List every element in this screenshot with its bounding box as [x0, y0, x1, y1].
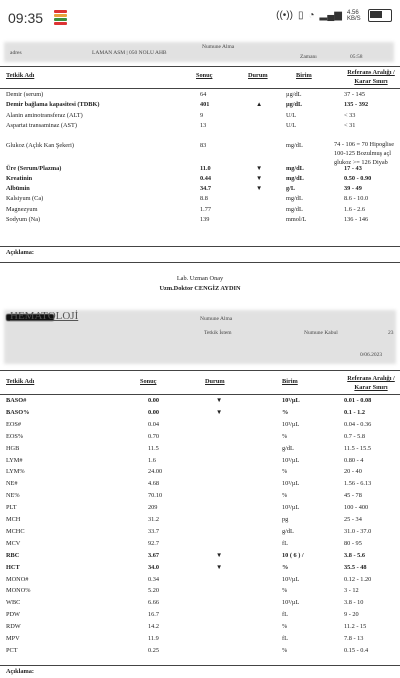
- table-row: [0, 516, 400, 526]
- status-bar: [0, 0, 400, 36]
- unit: mg/dL: [286, 205, 303, 213]
- header-accept-label: Numune Kabul: [304, 330, 338, 336]
- header-accept-value: 23: [388, 330, 394, 336]
- battery-icon: [368, 9, 392, 22]
- app-notification-icon: [54, 10, 67, 26]
- test-name: MCHC: [6, 527, 25, 535]
- status-flag: ▼: [256, 164, 263, 172]
- table-row: [0, 635, 400, 645]
- unit: %: [282, 646, 288, 654]
- result-value: 31.2: [148, 516, 160, 523]
- col-test-name: Tetkik Adı: [6, 378, 35, 385]
- reference-range: 20 - 40: [344, 468, 362, 476]
- test-name: MCH: [6, 516, 21, 523]
- divider: [0, 394, 400, 395]
- result-value: 83: [200, 142, 207, 150]
- table-row: [0, 468, 400, 478]
- unit: fL: [282, 611, 288, 619]
- reference-range: 7.8 - 13: [344, 635, 364, 642]
- unit: %: [282, 587, 288, 595]
- status-flag: ▼: [256, 174, 263, 182]
- test-name: Üre (Serum/Plazma): [6, 164, 62, 172]
- unit: %: [282, 492, 288, 500]
- notes-label: Açıklama:: [6, 249, 34, 256]
- signal-icon: ▂▄▆: [319, 10, 342, 21]
- divider: [0, 246, 400, 247]
- reference-range: 136 - 146: [344, 216, 369, 223]
- test-name: LYM#: [6, 456, 23, 464]
- reference-range: 45 - 78: [344, 492, 362, 500]
- unit: mg/dL: [286, 174, 304, 182]
- unit: µg/dL: [286, 91, 302, 98]
- reference-range: 0.50 - 0.90: [344, 174, 372, 182]
- reference-range: 0.1 - 1.2: [344, 408, 365, 416]
- reference-range: 3.8 - 10: [344, 599, 364, 607]
- test-name: Demir bağlama kapasitesi (TDBK): [6, 101, 100, 109]
- table-row: [0, 623, 400, 633]
- unit: mg/dL: [286, 195, 303, 203]
- result-value: 401: [200, 101, 210, 109]
- test-name: Albümin: [6, 185, 30, 193]
- test-name: NE#: [6, 480, 18, 488]
- unit: %: [282, 563, 289, 571]
- signature-block: [0, 274, 400, 294]
- signature-title: Lab. Uzman Onay: [176, 275, 224, 282]
- table-row: [0, 112, 400, 122]
- result-value: 13: [200, 121, 207, 129]
- result-value: 64: [200, 91, 207, 98]
- unit: g/L: [286, 185, 296, 193]
- glucose-ref-line: 100-125 Bozulmuş açl: [334, 150, 392, 157]
- unit: fL: [282, 635, 288, 642]
- status-icons: [276, 9, 392, 22]
- status-flag: ▼: [216, 551, 223, 559]
- section-title: HEMATOLOJİ: [10, 310, 79, 322]
- result-value: 5.20: [148, 587, 160, 595]
- col-reference: Referans Aralığı / Karar Sınırı: [347, 69, 395, 85]
- table-row: [0, 528, 400, 538]
- network-speed: 4.56 KB/S: [347, 9, 361, 22]
- unit: 10³/µL: [282, 480, 300, 488]
- result-value: 34.7: [200, 185, 212, 193]
- table-row: [0, 421, 400, 431]
- unit: 10 ( 6 ) /: [282, 551, 304, 559]
- unit: mmol/L: [286, 216, 307, 223]
- col-result: Sonuç: [196, 72, 213, 79]
- divider: [0, 66, 400, 67]
- test-name: Aspartat transaminaz (AST): [6, 121, 77, 129]
- table-row: [0, 540, 400, 550]
- result-value: 11.0: [200, 164, 211, 172]
- test-name: WBC: [6, 599, 21, 607]
- glucose-reference-note: [334, 140, 400, 167]
- result-value: 33.7: [148, 527, 160, 535]
- unit: mg/dL: [286, 142, 303, 150]
- hematology-report: [0, 300, 400, 678]
- result-value: 92.7: [148, 539, 160, 547]
- test-name: MONO%: [6, 587, 31, 595]
- reference-range: 1.56 - 6.13: [344, 480, 372, 488]
- divider: [0, 370, 400, 371]
- result-value: 11.9: [148, 635, 159, 642]
- result-value: 24.00: [148, 468, 163, 476]
- test-name: Sodyum (Na): [6, 216, 41, 223]
- unit: 10³/µL: [282, 397, 300, 404]
- col-unit: Birim: [282, 378, 298, 385]
- unit: 10³/µL: [282, 504, 300, 512]
- table-row: [0, 599, 400, 609]
- reference-range: 37 - 145: [344, 91, 365, 98]
- unit: 10³/µL: [282, 456, 300, 464]
- test-name: Magnezyum: [6, 205, 38, 213]
- reference-range: 3 - 12: [344, 587, 359, 595]
- status-time: 09:35: [8, 10, 44, 26]
- table-row: [0, 185, 400, 195]
- unit: %: [282, 408, 289, 416]
- reference-range: 8.6 - 10.0: [344, 195, 369, 203]
- table-row: [0, 457, 400, 467]
- reference-range: 0.12 - 1.20: [344, 575, 372, 583]
- header-time-label: Zamanı: [300, 54, 317, 60]
- status-flag: ▼: [216, 408, 223, 416]
- test-name: BASO#: [6, 397, 27, 404]
- unit: g/dL: [282, 527, 294, 535]
- status-flag: ▼: [216, 563, 223, 571]
- hotspot-icon: ((•)): [276, 10, 293, 21]
- header-sample-label: Numune Alma: [200, 316, 233, 322]
- table-row: [0, 504, 400, 514]
- reference-range: 9 - 20: [344, 611, 359, 619]
- unit: %: [282, 468, 288, 476]
- header-request-label: Tetkik İstem: [204, 330, 232, 336]
- result-value: 0.00: [148, 397, 160, 404]
- table-row: [0, 175, 400, 185]
- result-value: 209: [148, 504, 158, 512]
- result-value: 11.5: [148, 444, 159, 452]
- reference-range: 35.5 - 48: [344, 563, 367, 571]
- reference-range: 0.80 - 4: [344, 456, 364, 464]
- test-name: Kalsiyum (Ca): [6, 195, 44, 203]
- test-name: PDW: [6, 611, 20, 619]
- unit: fL: [282, 539, 288, 547]
- table-row: [0, 647, 400, 657]
- reference-range: 3.8 - 5.6: [344, 551, 365, 559]
- notes-label: Açıklama:: [6, 668, 34, 675]
- table-row: [0, 206, 400, 216]
- reference-range: 0.15 - 0.4: [344, 646, 369, 654]
- header-date: 0/06.2023: [360, 352, 383, 358]
- test-name: LYM%: [6, 468, 25, 476]
- unit: g/dL: [282, 444, 294, 452]
- col-test-name: Tetkik Adı: [6, 72, 35, 79]
- header-sample-label: Numune Alma: [202, 44, 235, 50]
- reference-range: 0.7 - 5.8: [344, 432, 365, 440]
- table-row: [0, 409, 400, 419]
- table-row: [0, 397, 400, 407]
- table-row: [0, 576, 400, 586]
- reference-range: 39 - 49: [344, 185, 362, 193]
- result-value: 0.04: [148, 420, 160, 428]
- reference-range: 135 - 392: [344, 101, 369, 109]
- test-name: Alanin aminotransferaz (ALT): [6, 111, 83, 119]
- table-row: [0, 611, 400, 621]
- test-name: EOS#: [6, 420, 22, 428]
- test-name: HGB: [6, 444, 20, 452]
- signature-name: Uzm.Doktor CENGİZ AYDIN: [159, 285, 241, 292]
- table-row: [0, 195, 400, 205]
- test-name: PCT: [6, 646, 18, 654]
- result-value: 14.2: [148, 623, 160, 631]
- result-value: 0.25: [148, 646, 160, 654]
- status-flag: ▼: [256, 185, 263, 193]
- result-value: 1.77: [200, 205, 212, 213]
- table-row: [0, 587, 400, 597]
- result-value: 0.44: [200, 174, 212, 182]
- result-value: 1.6: [148, 456, 156, 464]
- result-value: 9: [200, 111, 204, 119]
- table-row: [0, 101, 400, 111]
- reference-range: 11.2 - 15: [344, 623, 367, 631]
- divider: [0, 262, 400, 263]
- result-value: 8.8: [200, 195, 208, 203]
- status-flag: ▲: [256, 101, 263, 109]
- col-status: Durum: [248, 72, 268, 79]
- unit: pg: [282, 516, 289, 523]
- col-reference: Referans Aralığı / Karar Sınırı: [347, 375, 395, 391]
- test-name: Demir (serum): [6, 91, 44, 98]
- header-time-value: 05:58: [350, 54, 363, 60]
- table-row: [0, 480, 400, 490]
- result-value: 6.66: [148, 599, 160, 607]
- divider: [0, 88, 400, 89]
- test-name: Kreatinin: [6, 174, 33, 182]
- test-name: PLT: [6, 504, 17, 512]
- unit: 10³/µL: [282, 599, 300, 607]
- reference-range: < 31: [344, 121, 356, 129]
- unit: %: [282, 432, 288, 440]
- col-unit: Birim: [296, 72, 312, 79]
- table-row: [0, 445, 400, 455]
- table-row: [0, 492, 400, 502]
- result-value: 16.7: [148, 611, 160, 619]
- test-name: MCV: [6, 539, 21, 547]
- table-row: [0, 216, 400, 226]
- divider: [0, 665, 400, 666]
- status-flag: ▼: [216, 397, 223, 404]
- unit: 10³/µL: [282, 420, 300, 428]
- unit: mg/dL: [286, 164, 304, 172]
- reference-range: 0.01 - 0.08: [344, 397, 372, 404]
- header-label: adres: [10, 50, 22, 56]
- test-name: EOS%: [6, 432, 24, 440]
- header-institution: LAMAN ASM | 050 NOLU AHB: [92, 50, 167, 56]
- table-row: [0, 552, 400, 562]
- reference-range: 31.0 - 37.0: [344, 527, 372, 535]
- result-value: 4.68: [148, 480, 160, 488]
- reference-range: 0.04 - 0.36: [344, 420, 372, 428]
- table-row: [0, 122, 400, 132]
- unit: 10³/µL: [282, 575, 300, 583]
- reference-range: 11.5 - 15.5: [344, 444, 372, 452]
- reference-range: 100 - 400: [344, 504, 369, 512]
- reference-range: 25 - 34: [344, 516, 362, 523]
- glucose-ref-line: glukoz >= 126 Diyab: [334, 159, 388, 166]
- test-name: RBC: [6, 551, 20, 559]
- result-value: 3.67: [148, 551, 160, 559]
- reference-range: < 33: [344, 111, 356, 119]
- test-name: RDW: [6, 623, 21, 631]
- test-name: Glukoz (Açlık Kan Şekeri): [6, 142, 75, 150]
- table-row: [0, 564, 400, 574]
- reference-range: 80 - 95: [344, 539, 362, 547]
- result-value: 70.10: [148, 492, 163, 500]
- test-name: NE%: [6, 492, 20, 500]
- biochemistry-report: [0, 36, 400, 286]
- redacted-header: [4, 42, 394, 62]
- table-row: [0, 433, 400, 443]
- result-value: 0.70: [148, 432, 160, 440]
- table-row: [0, 91, 400, 101]
- unit: U/L: [286, 111, 297, 119]
- reference-range: 17 - 43: [344, 164, 362, 172]
- test-name: BASO%: [6, 408, 30, 416]
- vibrate-icon: ▯: [297, 10, 304, 21]
- result-value: 34.0: [148, 563, 160, 571]
- result-value: 0.00: [148, 408, 160, 416]
- glucose-ref-line: 74 - 106 = 70 Hipoglise: [334, 141, 395, 148]
- test-name: MONO#: [6, 575, 29, 583]
- result-value: 139: [200, 216, 210, 223]
- unit: U/L: [286, 121, 297, 129]
- result-value: 0.34: [148, 575, 160, 583]
- unit: %: [282, 623, 288, 631]
- reference-range: 1.6 - 2.6: [344, 205, 365, 213]
- test-name: MPV: [6, 635, 20, 642]
- test-name: HCT: [6, 563, 20, 571]
- unit: µg/dL: [286, 101, 303, 109]
- col-result: Sonuç: [140, 378, 157, 385]
- wifi-icon: ◔: [308, 10, 315, 21]
- col-status: Durum: [205, 378, 225, 385]
